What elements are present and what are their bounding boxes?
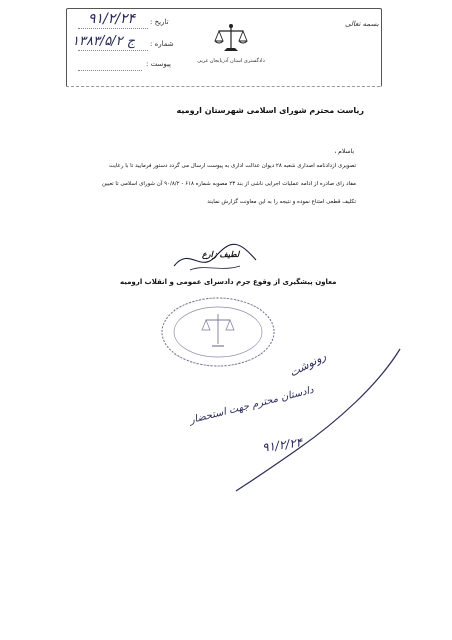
handwritten-date-value: ۹۱/۲/۲۴ xyxy=(88,11,136,27)
handwritten-footer-date: ۹۱/۲/۲۴ xyxy=(261,435,304,455)
signer-title: معاون پیشگیری از وقوع جرم دادسرای عمومی و انقلاب ارومیه xyxy=(120,278,337,286)
bismillah-label: بسمه تعالی xyxy=(345,20,379,28)
body-line-1: تصویری ازدادنامه اصداری شعبه ۲۸ دیوان عدالت اداری به پیوست ارسال می گردد دستور فرمایید تا با رعایت xyxy=(108,163,356,169)
number-label: شماره : xyxy=(150,40,174,48)
attachment-label: پیوست : xyxy=(146,60,171,68)
date-label: تاریخ : xyxy=(150,18,169,26)
note-line-2: دادستان محترم جهت استحضار xyxy=(188,384,315,427)
organization-name: دادگستری استان آذربایجان غربی xyxy=(197,58,265,64)
handwritten-number-value: ۱۳۸۳/۵/۲ ج xyxy=(72,34,136,49)
body-line-2: مفاد رای صادره از ادامه عملیات اجرایی ناشی از بند ۲۳ مصوبه شماره ۶۱۸ - ۹۰/۸/۲ آن شورای اسلامی تا تعیین xyxy=(101,181,356,187)
diagonal-pen-stroke xyxy=(228,345,408,495)
salutation-text: باسلام ، xyxy=(334,148,354,155)
letterhead-divider xyxy=(66,86,380,87)
addressee-heading: ریاست محترم شورای اسلامی شهرستان ارومیه xyxy=(176,106,364,115)
judiciary-emblem-icon xyxy=(211,22,251,56)
body-line-3: تکلیف قطعی امتناع نموده و نتیجه را به این معاونت گزارش نمایند xyxy=(207,199,356,205)
signer-name: لطیف زارع xyxy=(202,250,240,259)
note-line-1: رونوشت xyxy=(287,349,329,380)
